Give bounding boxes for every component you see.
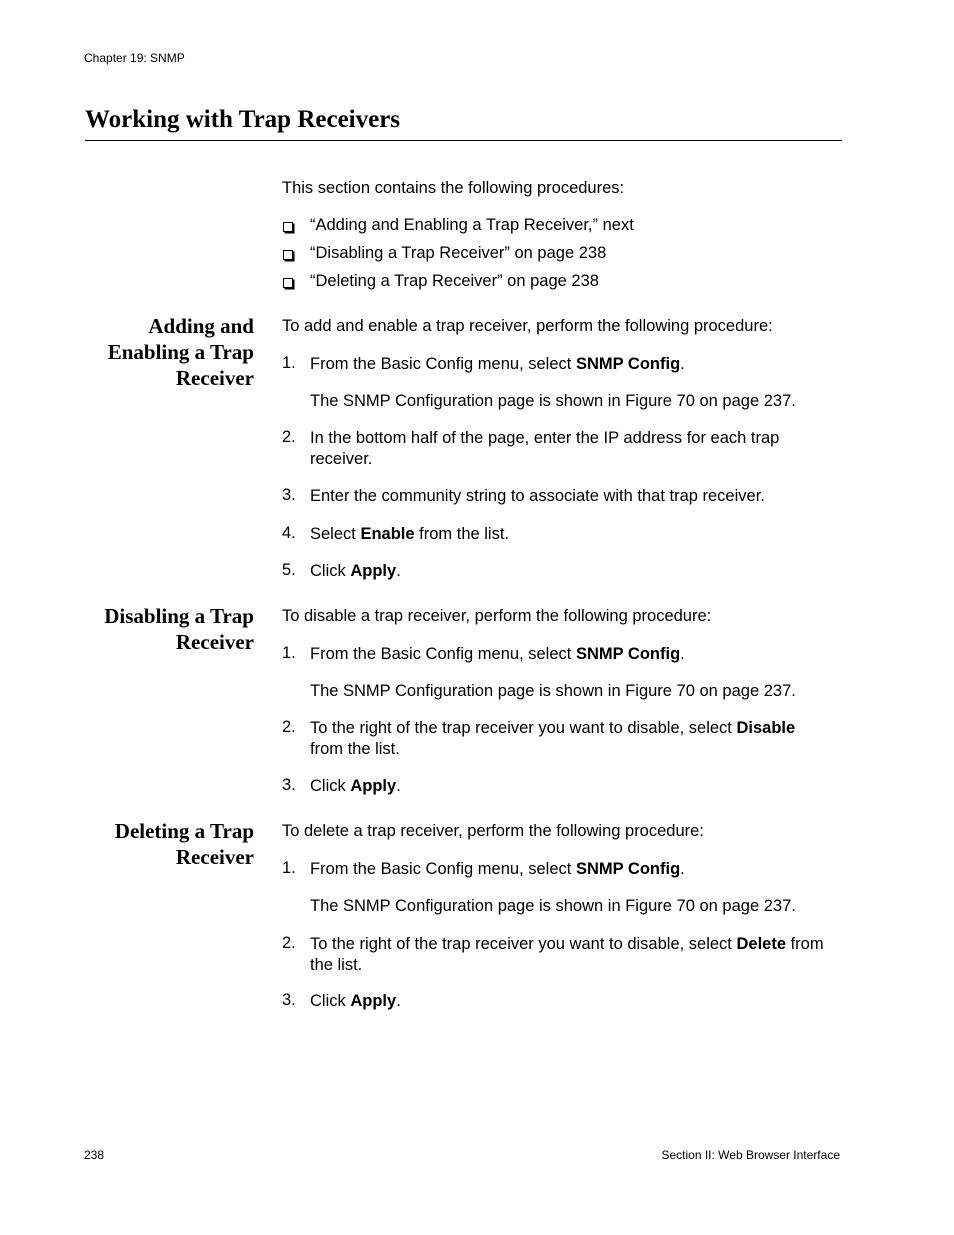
heading-line: Enabling a Trap — [107, 340, 254, 364]
section-intro: To delete a trap receiver, perform the following procedure: — [282, 822, 704, 840]
step-number: 3. — [282, 991, 296, 1009]
heading-line: Deleting a Trap — [114, 819, 254, 843]
heading-line: Disabling a Trap — [104, 604, 254, 628]
chapter-header: Chapter 19: SNMP — [84, 51, 185, 65]
step-number: 4. — [282, 524, 296, 542]
section-intro: To disable a trap receiver, perform the following procedure: — [282, 607, 712, 625]
section-heading-adding — [108, 313, 254, 391]
step-number: 2. — [282, 718, 296, 736]
procedure-link: “Disabling a Trap Receiver” on page 238 — [310, 244, 607, 262]
heading-line: Adding and — [148, 314, 254, 338]
step-text: To the right of the trap receiver you want to disable, select Disable from the list. — [310, 719, 796, 758]
procedure-link: “Adding and Enabling a Trap Receiver,” next — [310, 216, 634, 234]
step-number: 1. — [282, 859, 296, 877]
step-number: 5. — [282, 561, 296, 579]
section-heading-disabling — [104, 603, 254, 655]
checkbox-bullet-icon — [283, 222, 293, 232]
step-text: To the right of the trap receiver you want to disable, select Delete from the list. — [310, 935, 824, 974]
step-text: From the Basic Config menu, select SNMP Config. — [310, 645, 685, 663]
step-number: 1. — [282, 644, 296, 662]
heading-line: Receiver — [175, 630, 254, 654]
page-number: 238 — [84, 1148, 105, 1162]
intro-text: This section contains the following procedures: — [282, 179, 625, 197]
checkbox-bullet-icon — [283, 278, 293, 288]
step-text: Click Apply. — [310, 562, 401, 580]
step-number: 3. — [282, 776, 296, 794]
section-intro: To add and enable a trap receiver, perform the following procedure: — [282, 317, 773, 335]
step-number: 1. — [282, 354, 296, 372]
heading-line: Receiver — [175, 845, 254, 869]
step-number: 2. — [282, 934, 296, 952]
checkbox-bullet-icon — [283, 250, 293, 260]
step-note: The SNMP Configuration page is shown in Figure 70 on page 237. — [310, 897, 796, 915]
step-text: Click Apply. — [310, 992, 401, 1010]
procedure-link: “Deleting a Trap Receiver” on page 238 — [310, 272, 599, 290]
step-text: Select Enable from the list. — [310, 525, 510, 543]
page-title: Working with Trap Receivers — [85, 106, 401, 133]
section-heading-deleting — [115, 818, 254, 870]
title-divider — [85, 140, 842, 141]
step-text: In the bottom half of the page, enter the IP address for each trap receiver. — [310, 429, 780, 468]
step-text: Enter the community string to associate with that trap receiver. — [310, 487, 765, 505]
step-text: From the Basic Config menu, select SNMP Config. — [310, 355, 685, 373]
heading-line: Receiver — [175, 366, 254, 390]
step-text: From the Basic Config menu, select SNMP Config. — [310, 860, 685, 878]
step-text: Click Apply. — [310, 777, 401, 795]
step-number: 3. — [282, 486, 296, 504]
step-note: The SNMP Configuration page is shown in Figure 70 on page 237. — [310, 392, 796, 410]
step-number: 2. — [282, 428, 296, 446]
footer-section: Section II: Web Browser Interface — [661, 1148, 840, 1162]
step-note: The SNMP Configuration page is shown in Figure 70 on page 237. — [310, 682, 796, 700]
